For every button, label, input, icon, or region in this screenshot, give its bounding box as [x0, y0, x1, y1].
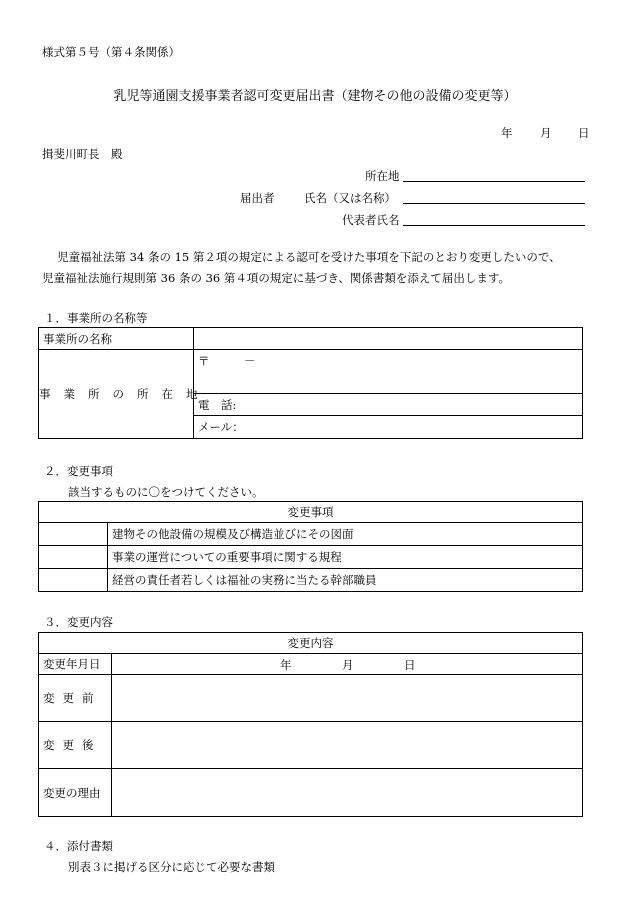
after-field[interactable]	[112, 722, 583, 769]
facility-address-label: 事業所の所在地	[39, 350, 194, 439]
date-month: 月	[540, 126, 552, 140]
phone-field[interactable]: 電 話:	[194, 394, 583, 416]
address-label: 所在地	[365, 169, 400, 183]
form-number: 様式第５号（第４条関係）	[42, 45, 180, 59]
date-day: 日	[578, 126, 590, 140]
change-date-day: 日	[404, 658, 416, 672]
before-label: 変更前	[39, 675, 112, 722]
page-title: 乳児等通園支援事業者認可変更届出書（建物その他の設備の変更等）	[113, 89, 517, 104]
body-text-1: 児童福祉法第 34 条の 15 第２項の規定による認可を受けた事項を下記のとおり変更したいので、	[57, 250, 561, 264]
before-field[interactable]	[112, 675, 583, 722]
change-details-table	[38, 632, 583, 817]
reason-label: 変更の理由	[39, 769, 112, 817]
change-items-table	[38, 501, 583, 592]
section4-heading: ４．添付書類	[44, 839, 113, 853]
reason-field[interactable]	[112, 769, 583, 817]
section2-instruction: 該当するものに〇をつけてください。	[68, 485, 264, 499]
name-line[interactable]	[403, 203, 585, 204]
change-date-field[interactable]	[112, 654, 583, 675]
change-item: 建物その他設備の規模及び構造並びにその図面	[108, 523, 583, 546]
notifier-label: 届出者	[240, 191, 275, 205]
address-line[interactable]	[403, 181, 585, 182]
facility-name-label: 事業所の名称	[39, 328, 194, 350]
change-item: 事業の運営についての重要事項に関する規程	[108, 546, 583, 569]
section2-heading: ２．変更事項	[44, 464, 113, 478]
section3-heading: ３．変更内容	[44, 615, 113, 629]
change-item: 経営の責任者若しくは福祉の実務に当たる幹部職員	[108, 569, 583, 592]
name-label: 氏名（又は名称）	[304, 191, 396, 205]
postal-field[interactable]: 〒 －	[194, 350, 583, 394]
change-date-label: 変更年月日	[39, 654, 112, 675]
rep-line[interactable]	[403, 225, 585, 226]
addressee: 揖斐川町長 殿	[42, 147, 123, 161]
change-item-mark[interactable]	[39, 569, 108, 592]
body-text-2: 児童福祉法施行規則第 36 条の 36 第４項の規定に基づき、関係書類を添えて届出します。	[42, 271, 511, 285]
attachments-text: 別表３に掲げる区分に応じて必要な書類	[68, 860, 275, 874]
after-label: 変更後	[39, 722, 112, 769]
change-date-year: 年	[280, 658, 292, 672]
date-year: 年	[501, 126, 513, 140]
email-field[interactable]: メール：	[194, 416, 583, 439]
change-date-month: 月	[342, 658, 354, 672]
change-details-header: 変更内容	[39, 633, 583, 654]
rep-label: 代表者氏名	[342, 213, 400, 227]
change-item-mark[interactable]	[39, 546, 108, 569]
facility-table	[38, 327, 583, 439]
facility-name-field[interactable]	[194, 328, 583, 350]
section1-heading: １．事業所の名称等	[44, 311, 148, 325]
change-item-mark[interactable]	[39, 523, 108, 546]
change-items-header: 変更事項	[39, 502, 583, 523]
